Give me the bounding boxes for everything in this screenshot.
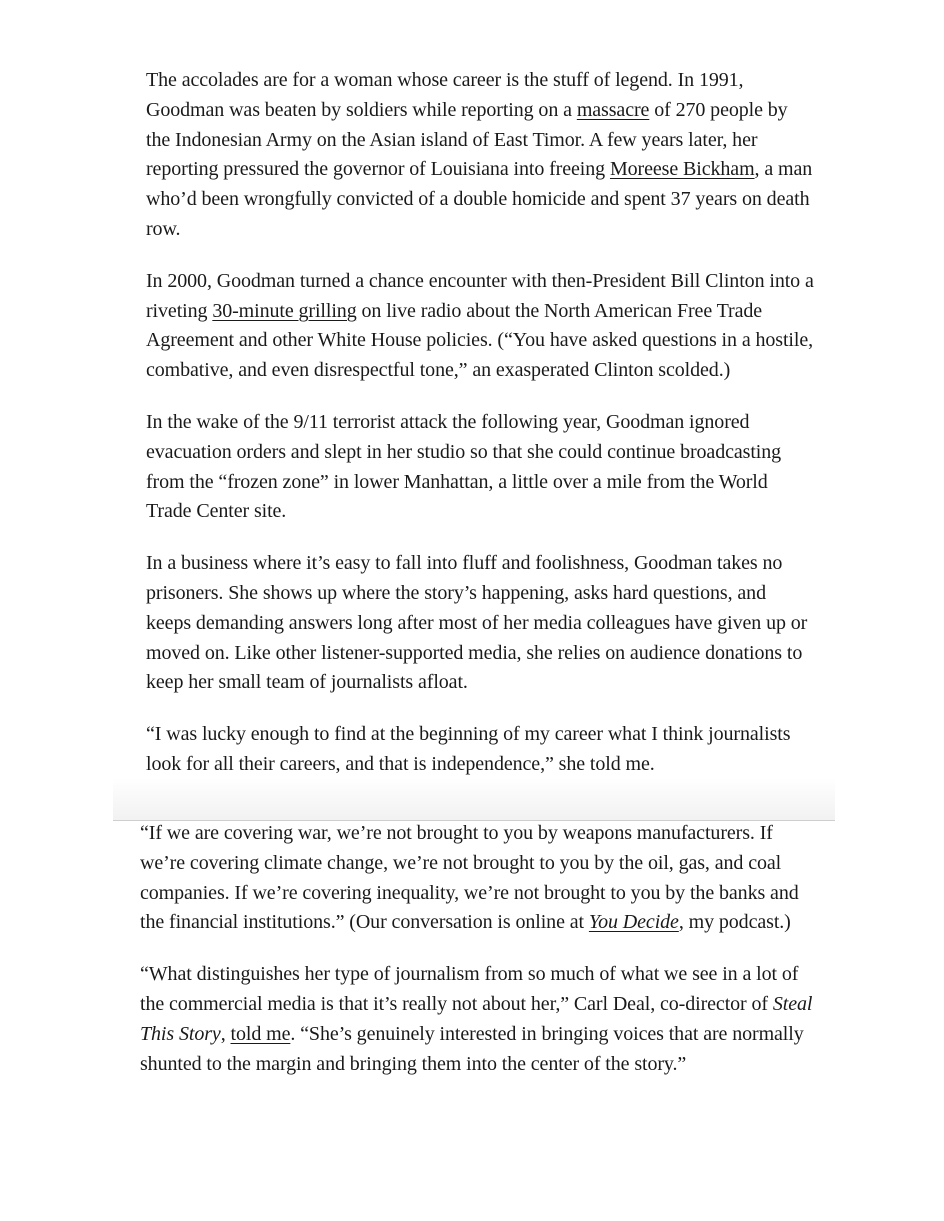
told-me-link[interactable]: told me [230, 1022, 291, 1045]
paragraph-business: In a business where it’s easy to fall into fluff and foolishness, Goodman takes no prisoners. She shows up where the story’s happening, asks hard questions, and keeps demanding answers long after most of her media colleagues have given up or moved on. Like other listener-supported media, she relies on audience donations to keep her small team of journalists afloat. [146, 552, 808, 694]
massacre-link[interactable]: massacre [576, 98, 650, 121]
article-body-lower [140, 819, 814, 1101]
text-span: on live radio about the North American Free Trade Agreement and other White House policies. (“You have asked questions in a hostile, combative, and even disrespectful tone,” an exasperated Clinton scolded.) [146, 299, 814, 382]
text-span: “If we are covering war, we’re not brought to you by weapons manufacturers. If we’re covering climate change, we’re not brought to you by the oil, gas, and coal companies. If we’re covering inequality, we’re not brought to you by the banks and the financial institutions.” (Our conversation is online at [140, 822, 799, 934]
film-title: Steal This Story [140, 992, 813, 1045]
text-span: , my podcast.) [678, 911, 791, 934]
text-span: In 2000, Goodman turned a chance encounter with then-President Bill Clinton into a riveting [146, 269, 814, 322]
text-span: of 270 people by the Indonesian Army on the Asian island of East Timor. A few years later, her reporting pressured the governor of Louisiana into freeing [146, 98, 788, 181]
text-span: . “She’s genuinely interested in bringing voices that are normally shunted to the margin and bringing them into the center of the story.” [140, 1022, 804, 1075]
paragraph-carl-deal-quote [140, 960, 814, 1079]
paragraph-clinton [146, 267, 814, 386]
moreese-bickham-link[interactable]: Moreese Bickham [609, 158, 755, 181]
paragraph-career [146, 66, 814, 245]
text-span: , [220, 1022, 231, 1045]
article-body-upper [146, 66, 814, 802]
you-decide-link[interactable] [589, 911, 679, 933]
paragraph-covering-quote [140, 819, 814, 938]
text-span: “What distinguishes her type of journalism from so much of what we see in a lot of the commercial media is that it’s really not about her,” Carl Deal, co-director of [140, 963, 799, 1015]
podcast-title: You Decide [588, 911, 679, 934]
grilling-link[interactable]: 30-minute grilling [212, 299, 357, 322]
paragraph-9-11: In the wake of the 9/11 terrorist attack the following year, Goodman ignored evacuation orders and slept in her studio so that she could continue broadcasting from the “frozen zone” in lower Manhattan, a little over a mile from the World Trade Center site. [146, 410, 782, 523]
text-span: , a man who’d been wrongfully convicted of a double homicide and spent 37 years on death row. [146, 158, 813, 240]
text-span: The accolades are for a woman whose career is the stuff of legend. In 1991, Goodman was beaten by soldiers while reporting on a [146, 69, 744, 121]
paragraph-independence-quote: “I was lucky enough to find at the beginning of my career what I think journalists look for all their careers, and that is independence,” she told me. [146, 723, 791, 775]
